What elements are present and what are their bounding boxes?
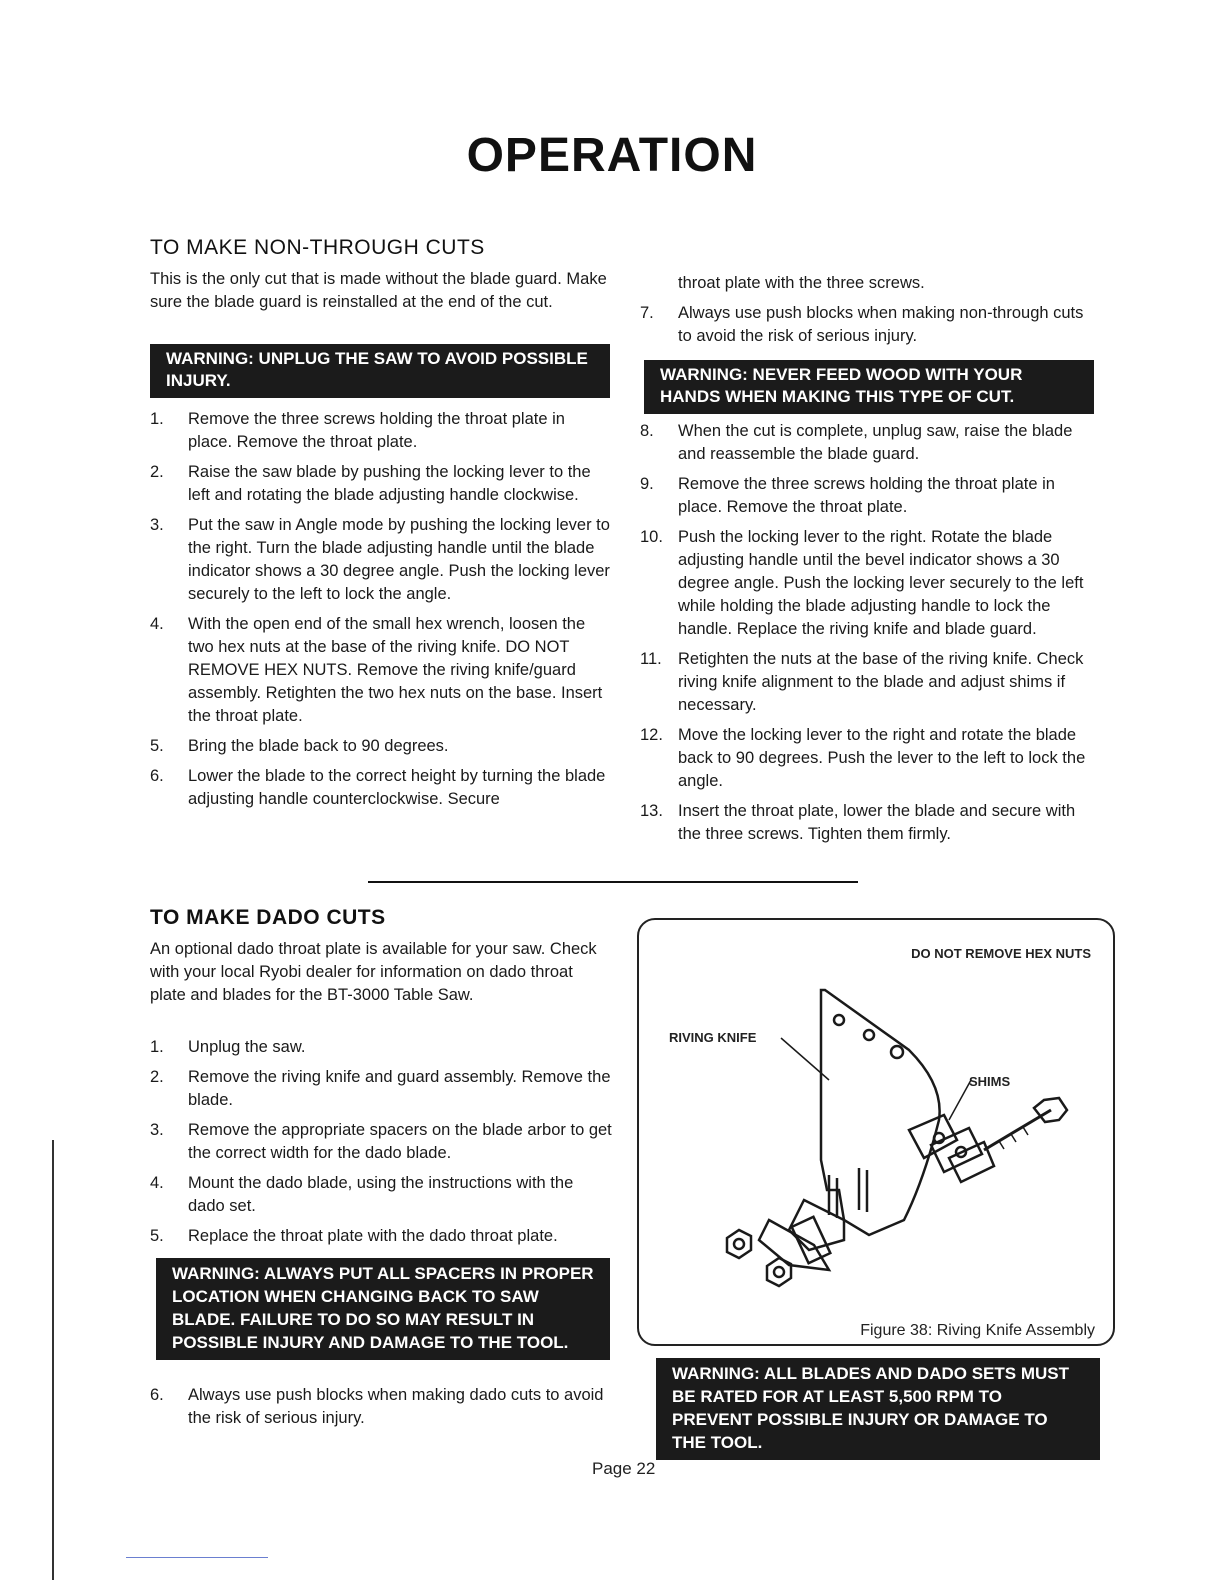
non-through-intro: This is the only cut that is made without the blade guard. Make sure the blade guard is reinstalled at the end of the cut. [150,270,607,311]
non-through-steps-left [150,408,612,818]
warning-unplug: WARNING: UNPLUG THE SAW TO AVOID POSSIBLE INJURY. [150,344,610,398]
list-item: 5. Bring the blade back to 90 degrees. [150,737,449,755]
page-number: Page 22 [592,1459,656,1478]
section-heading-dado: TO MAKE DADO CUTS [150,906,386,929]
section-divider [368,881,858,883]
warning-spacers: WARNING: ALWAYS PUT ALL SPACERS IN PROPER LOCATION WHEN CHANGING BACK TO SAW BLADE. FAILURE TO DO SO MAY RESULT IN POSSIBLE INJURY AND DAMAGE TO THE TOOL. [156,1258,610,1360]
list-item: 2. Raise the saw blade by pushing the locking lever to the left and rotating the blade adjusting handle clockwise. [150,463,591,504]
figure-caption: Figure 38: Riving Knife Assembly [860,1322,1095,1339]
list-item: 3. Put the saw in Angle mode by pushing the locking lever to the right. Turn the blade adjusting handle until the blade indicator shows a 30 degree angle. Push the locking lever securely to the left to lock the angle. [150,516,610,603]
label-riving-knife: RIVING KNIFE [669,1030,757,1045]
label-hex-nuts: DO NOT REMOVE HEX NUTS [911,946,1091,961]
dado-intro: An optional dado throat plate is available for your saw. Check with your local Ryobi dealer for information on dado throat plate and blades for the BT-3000 Table Saw. [150,940,597,1004]
list-item: 11. Retighten the nuts at the base of the riving knife. Check riving knife alignment to the blade and adjust shims if necessary. [640,650,1084,714]
list-item: 4. Mount the dado blade, using the instructions with the dado set. [150,1174,574,1215]
list-item: 5. Replace the throat plate with the dado throat plate. [150,1227,558,1245]
list-item: 4. With the open end of the small hex wrench, loosen the two hex nuts at the base of the riving knife. DO NOT REMOVE HEX NUTS. Remove the riving knife/guard assembly. Retighten the two hex nuts on the base. Insert the throat plate. [150,615,603,725]
list-item: 9. Remove the three screws holding the throat plate in place. Remove the throat plate. [640,475,1055,516]
dado-steps [150,1036,612,1255]
list-item: 6. Lower the blade to the correct height by turning the blade adjusting handle counterclockwise. Secure [150,767,606,808]
list-item: 3. Remove the appropriate spacers on the blade arbor to get the correct width for the dado blade. [150,1121,612,1162]
list-item: 8. When the cut is complete, unplug saw, raise the blade and reassemble the blade guard. [640,422,1073,463]
scan-edge-line [52,1140,54,1580]
non-through-steps-right [640,420,1098,853]
dado-step-6 [150,1384,612,1437]
section-heading-non-through: TO MAKE NON-THROUGH CUTS [150,236,485,259]
list-item: 12. Move the locking lever to the right and rotate the blade back to 90 degrees. Push the lever to the left to lock the angle. [640,726,1086,790]
continuation-text: throat plate with the three screws. [678,274,925,292]
list-item: 7. Always use push blocks when making non-through cuts to avoid the risk of serious injury. [640,304,1084,345]
list-item: 1. Unplug the saw. [150,1038,306,1056]
scan-artifact-line [126,1557,268,1558]
list-item: 13. Insert the throat plate, lower the blade and secure with the three screws. Tighten them firmly. [640,802,1076,843]
list-item: 2. Remove the riving knife and guard assembly. Remove the blade. [150,1068,611,1109]
riving-knife-illustration [639,920,1113,1344]
warning-rpm: WARNING: ALL BLADES AND DADO SETS MUST BE RATED FOR AT LEAST 5,500 RPM TO PREVENT POSSIBLE INJURY OR DAMAGE TO THE TOOL. [656,1358,1100,1460]
page-title: OPERATION [466,129,758,182]
step-7 [640,302,1098,355]
list-item: 10. Push the locking lever to the right. Rotate the blade adjusting handle until the bevel indicator shows a 30 degree angle. Push the locking lever securely to the left while holding the blade adjusting handle to lock the handle. Replace the riving knife and blade guard. [640,528,1084,638]
list-item: 1. Remove the three screws holding the throat plate in place. Remove the throat plate. [150,410,565,451]
warning-never-feed: WARNING: NEVER FEED WOOD WITH YOUR HANDS WHEN MAKING THIS TYPE OF CUT. [644,360,1094,414]
label-shims: SHIMS [969,1074,1011,1089]
figure-riving-knife [637,918,1115,1346]
list-item: 6. Always use push blocks when making dado cuts to avoid the risk of serious injury. [150,1386,604,1427]
